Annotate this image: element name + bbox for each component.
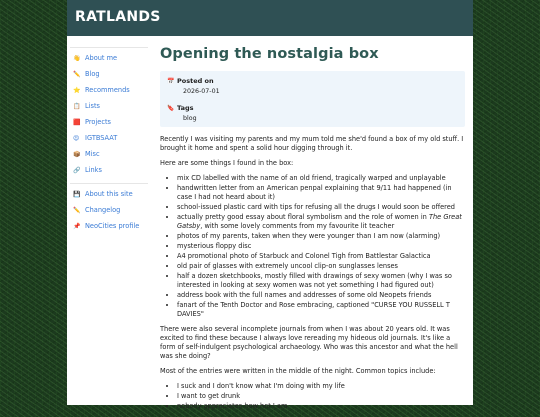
sidebar-item-neocities-profile[interactable]: [70, 218, 148, 234]
sidebar-item-about-this-site[interactable]: [70, 186, 148, 202]
nav-group-site: [70, 183, 148, 234]
pencil-icon: ✏️: [73, 70, 81, 78]
sidebar-item-misc[interactable]: [70, 146, 148, 162]
box-icon: 📦: [73, 150, 81, 158]
sidebar-item-blog[interactable]: [70, 66, 148, 82]
pencil-icon: ✏️: [73, 206, 81, 214]
link-icon: 🔗: [73, 166, 81, 174]
topics-list: [160, 382, 465, 411]
list-item: • actually pretty good essay about floral symbolism and the role of women in The Great Gatsby, with some lovely comments from my favourite lit teacher: [177, 213, 465, 231]
sidebar-item-lists[interactable]: [70, 98, 148, 114]
star-icon: ⭐: [73, 86, 81, 94]
sidebar-item-label: About me: [85, 54, 118, 62]
intro-paragraph: Recently I was visiting my parents and my mum told me she'd found a box of my old stuff. I brought it home and spent a solid hour digging through it.: [160, 135, 464, 152]
list-item: • school-issued plastic card with tips for refusing all the drugs I would soon be offered: [177, 203, 465, 212]
calendar-icon: 📅: [167, 77, 175, 85]
post-date: 2026-07-01: [183, 88, 220, 95]
heart-eyes-icon: 😍: [73, 134, 80, 142]
list-item: • fanart of the Tenth Doctor and Rose embracing, captioned "CURSE YOU RUSSELL T DAVIES": [177, 301, 465, 319]
post-meta: [160, 71, 465, 127]
pushpin-icon: 📌: [73, 222, 81, 230]
sidebar-item-label: About this site: [85, 190, 133, 198]
sidebar-nav: [70, 47, 148, 239]
site-title[interactable]: RATLANDS: [75, 9, 161, 25]
sidebar-item-label: Lists: [85, 102, 100, 110]
sidebar-item-label: Changelog: [85, 206, 121, 214]
red-square-icon: 🟥: [73, 118, 81, 126]
sidebar-item-label: Links: [85, 166, 102, 174]
list-item: • A4 promotional photo of Starbuck and Colonel Tigh from Battlestar Galactica: [177, 252, 465, 261]
list-item: • mysterious floppy disc: [177, 242, 465, 251]
sidebar-item-projects[interactable]: [70, 114, 148, 130]
list-item: • handwritten letter from an American penpal explaining that 9/11 had happened (in case I had not heard about it): [177, 184, 465, 202]
list-item: • nobody appreciates how hot I am: [177, 402, 465, 411]
tags-label: Tags: [177, 104, 194, 112]
sidebar-item-label: NeoCities profile: [85, 222, 140, 230]
sidebar-item-label: Misc: [85, 150, 100, 158]
main-content: [160, 46, 465, 417]
sidebar-item-recommends[interactable]: [70, 82, 148, 98]
post-tag[interactable]: blog: [183, 115, 197, 122]
post-body: [160, 135, 465, 411]
list-item: • I want to get drunk: [177, 392, 465, 401]
topics-intro-paragraph: Most of the entries were written in the middle of the night. Common topics include:: [160, 367, 436, 375]
sidebar-item-links[interactable]: [70, 162, 148, 178]
found-intro-paragraph: Here are some things I found in the box:: [160, 159, 294, 167]
posted-on-label: Posted on: [177, 77, 214, 85]
sidebar-item-label: Recommends: [85, 86, 130, 94]
list-item: • address book with the full names and addresses of some old Neopets friends: [177, 291, 465, 300]
sidebar-item-changelog[interactable]: [70, 202, 148, 218]
list-item: • old pair of glasses with extremely uncool clip-on sunglasses lenses: [177, 262, 465, 271]
found-items-list: [160, 174, 465, 319]
list-item: • half a dozen sketchbooks, mostly filled with drawings of sexy women (why I was so interested in looking at sexy women was not yet something I had figured out): [177, 272, 465, 290]
sidebar-item-label: Projects: [85, 118, 111, 126]
site-header: [67, 0, 473, 36]
sidebar-item-label: Blog: [85, 70, 100, 78]
list-item: • photos of my parents, taken when they were younger than I am now (alarming): [177, 232, 465, 241]
posted-on-block: [167, 77, 459, 95]
floppy-disk-icon: 💾: [73, 190, 81, 198]
tags-block: [167, 104, 459, 122]
sidebar-item-label: IGTBSAAT: [85, 134, 118, 142]
list-item: • I suck and I don't know what I'm doing with my life: [177, 382, 465, 391]
bookmark-tag-icon: 🔖: [167, 104, 175, 112]
list-item: • mix CD labelled with the name of an old friend, tragically warped and unplayable: [177, 174, 465, 183]
sidebar-item-igtbsaat[interactable]: [70, 130, 148, 146]
nav-group-main: [70, 47, 148, 178]
book-title: The Great Gatsby: [177, 213, 462, 230]
waving-hand-icon: 👋: [73, 54, 81, 62]
clipboard-icon: 📋: [73, 102, 81, 110]
journals-paragraph: There were also several incomplete journals from when I was about 20 years old. It was excited to find these because I always love rereading my hideous old journals. It's like a form of self-indulgent psychological archaeology. Who was this ancestor and what the hell was she doing?: [160, 325, 458, 360]
site-container: [67, 0, 473, 410]
sidebar-item-about-me[interactable]: [70, 50, 148, 66]
post-title: Opening the nostalgia box: [160, 46, 379, 62]
